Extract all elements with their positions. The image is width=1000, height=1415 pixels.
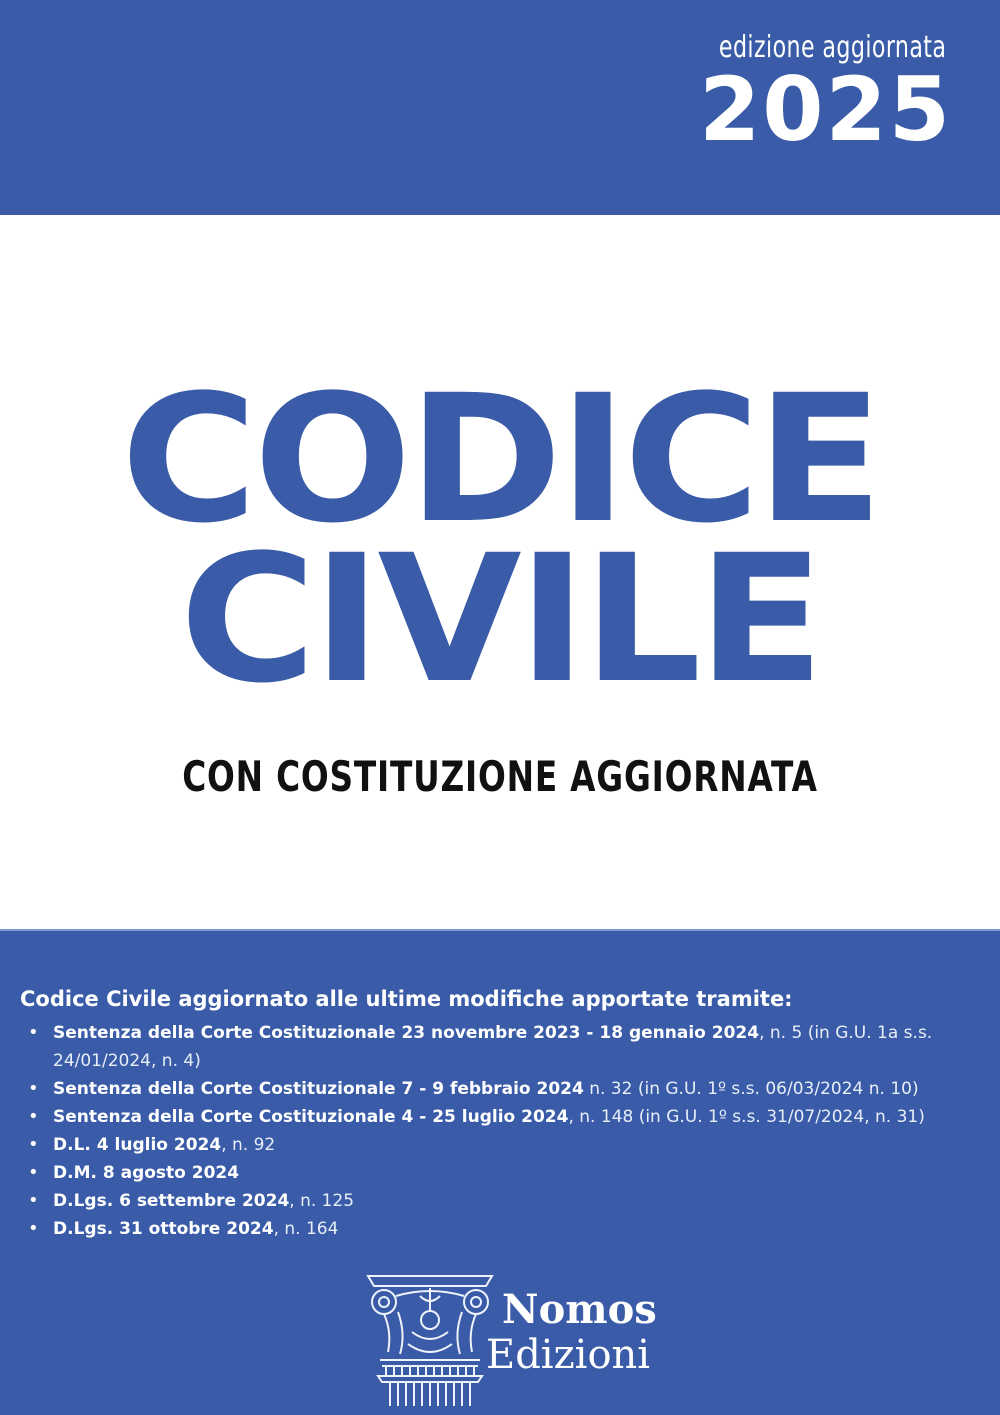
publisher-logo: [362, 1272, 662, 1408]
subtitle: CON COSTITUZIONE AGGIORNATA: [182, 752, 818, 801]
publisher-name-edizioni: Edizioni: [486, 1332, 651, 1378]
update-item-detail: , n. 148 (in G.U. 1º s.s. 31/07/2024, n. 31): [568, 1107, 925, 1127]
update-item-title: Sentenza della Corte Costituzionale 4 - 25 luglio 2024: [53, 1107, 569, 1127]
update-item-title: D.Lgs. 6 settembre 2024: [53, 1191, 290, 1211]
edition-label: edizione aggiornata: [718, 30, 946, 65]
updates-intro: Codice Civile aggiornato alle ultime modifiche apportate tramite:: [20, 987, 793, 1011]
update-item-title: D.L. 4 luglio 2024: [53, 1135, 222, 1155]
publisher-name-nomos: Nomos: [502, 1286, 657, 1333]
edition-year: 2025: [699, 58, 952, 161]
update-item-detail: , n. 125: [289, 1191, 355, 1211]
updates-list: [28, 1019, 968, 1243]
update-item-detail: n. 32 (in G.U. 1º s.s. 06/03/2024 n. 10): [583, 1079, 919, 1099]
update-item-detail: , n. 5 (in G.U. 1a s.s. 24/01/2024, n. 4): [53, 1023, 933, 1071]
update-item-title: Sentenza della Corte Costituzionale 7 - 9 febbraio 2024: [53, 1079, 584, 1099]
corinthian-column-capital-icon: [362, 1272, 497, 1408]
update-item-title: Sentenza della Corte Costituzionale 23 novembre 2023 - 18 gennaio 2024: [53, 1023, 760, 1043]
title-line-2: CIVILE: [179, 517, 821, 722]
update-item: [28, 1215, 968, 1243]
update-item: [28, 1131, 968, 1159]
update-item: [28, 1187, 968, 1215]
update-item: [28, 1159, 968, 1187]
update-item-title: D.Lgs. 31 ottobre 2024: [53, 1219, 274, 1239]
update-item-title: D.M. 8 agosto 2024: [53, 1163, 240, 1183]
update-item-detail: , n. 164: [273, 1219, 339, 1239]
update-item: [28, 1103, 968, 1131]
title-line-1: CODICE: [120, 357, 880, 562]
update-item: [28, 1019, 968, 1075]
header-band: [0, 0, 1000, 215]
update-item-detail: , n. 92: [221, 1135, 276, 1155]
update-item: [28, 1075, 968, 1103]
